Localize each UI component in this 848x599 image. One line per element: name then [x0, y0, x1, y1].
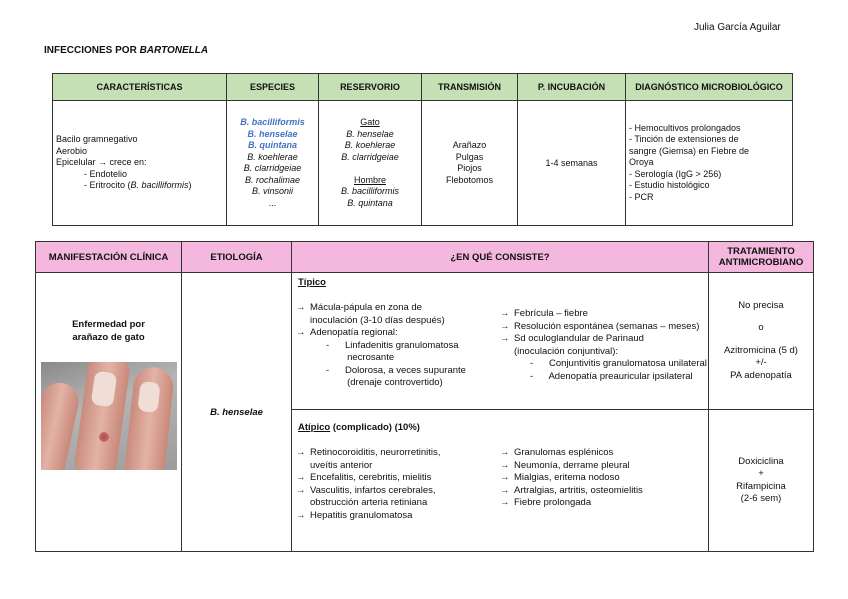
table1-data-row	[53, 101, 793, 226]
list-item: → Adenopatía regional:	[296, 327, 398, 338]
cell-atipico	[292, 410, 709, 552]
header-etiologia: ETIOLOGÍA	[182, 242, 292, 273]
list-item: → Retinocoroiditis, neurorretinitis,	[296, 447, 441, 458]
treatment-line: No precisa	[738, 299, 784, 311]
manifestation-text: Enfermedad por arañazo de gato	[72, 319, 145, 343]
treatment-line: Rifampicina	[736, 480, 786, 492]
sub-item: - Dolorosa, a veces supurante	[326, 364, 466, 376]
species-item: B. henselae	[247, 128, 298, 139]
list-item: → Febrícula – fiebre	[500, 308, 588, 319]
list-item: → Granulomas esplénicos	[500, 447, 614, 458]
sub-item: - Linfadenitis granulomatosa	[326, 339, 459, 351]
list-item: → Vasculitis, infartos cerebrales,	[296, 484, 436, 496]
diagnostic-item: Oroya	[629, 157, 654, 168]
treatment-line: +	[758, 468, 764, 479]
char-text: )	[188, 180, 192, 191]
char-line	[56, 180, 223, 192]
sub-item: - Adenopatía preauricular ipsilateral	[530, 370, 693, 382]
list-item: → Sd oculoglandular de Parinaud	[500, 333, 644, 344]
list-item: obstrucción arteria retiniana	[310, 497, 428, 508]
cell-tipico	[292, 273, 709, 410]
reservoir-item: B. clarridgeiae	[341, 151, 399, 162]
diagnostic-item: - Tinción de extensiones de	[629, 134, 739, 145]
cell-manifestacion	[36, 273, 182, 552]
char-species: B. bacilliformis	[130, 180, 189, 191]
list-item: uveítis anterior	[310, 459, 373, 471]
diagnostic-item: - Serología (IgG > 256)	[629, 168, 722, 179]
title-prefix: INFECCIONES POR	[44, 45, 140, 56]
diagnostic-item: sangre (Giemsa) en Fiebre de	[629, 145, 750, 156]
characteristics-table	[52, 73, 793, 226]
atipico-title-text: Atípico	[298, 422, 331, 433]
cell-incubacion: 1-4 semanas	[518, 101, 626, 226]
header-incubacion: P. INCUBACIÓN	[518, 74, 626, 101]
species-item: B. bacilliformis	[240, 117, 305, 127]
atipico-title-rest: (complicado) (10%)	[330, 422, 420, 433]
header-caracteristicas: CARACTERÍSTICAS	[53, 74, 227, 101]
tipico-left	[296, 302, 500, 390]
header-manifestacion: MANIFESTACIÓN CLÍNICA	[36, 242, 182, 273]
clinical-table	[35, 241, 814, 552]
treatment-line: Doxiciclina	[738, 455, 784, 467]
species-item: B. quintana	[248, 140, 297, 150]
species-item: B. vinsonii	[251, 186, 294, 196]
tipico-title-text: Típico	[298, 277, 326, 288]
table2-header-row	[36, 242, 814, 273]
transmission-item: Arañazo	[452, 140, 487, 150]
sub-item: - Conjuntivitis granulomatosa unilateral	[530, 358, 707, 369]
treatment-line: (2-6 sem)	[740, 493, 782, 504]
header-tratamiento: TRATAMIENTO ANTIMICROBIANO	[709, 242, 814, 273]
species-item: B. koehlerae	[247, 151, 298, 162]
reservoir-item: B. henselae	[346, 128, 394, 139]
reservoir-label-hombre: Hombre	[353, 174, 386, 185]
finger-lesion-image	[41, 362, 177, 470]
species-item: B. rochalimae	[244, 174, 301, 185]
reservoir-label-gato: Gato	[360, 117, 380, 127]
char-line: Bacilo gramnegativo	[56, 134, 138, 145]
header-reservorio: RESERVORIO	[319, 74, 422, 101]
cell-reservorio	[319, 101, 422, 226]
diagnostic-item: - PCR	[629, 191, 654, 202]
sub-item: (drenaje controvertido)	[326, 377, 443, 388]
header-diagnostico: DIAGNÓSTICO MICROBIOLÓGICO	[626, 74, 793, 101]
char-line: Epicelular → crece en:	[56, 157, 147, 168]
species-item: B. clarridgeiae	[243, 163, 302, 173]
species-item: ...	[268, 197, 277, 208]
treatment-line: PA adenopatía	[730, 369, 792, 381]
atipico-title	[298, 422, 704, 433]
row-tipico	[36, 273, 814, 410]
reservoir-item: B. bacilliformis	[340, 186, 399, 196]
reservoir-item: B. quintana	[347, 197, 393, 208]
treatment-line: +/-	[755, 357, 767, 369]
cell-diagnostico	[626, 101, 793, 226]
cell-transmision	[422, 101, 518, 226]
cell-tratamiento-atipico	[709, 410, 814, 552]
atipico-right	[500, 447, 704, 522]
diagnostic-item: - Estudio histológico	[629, 180, 710, 191]
list-item: → Encefalitis, cerebritis, mielitis	[296, 472, 432, 483]
document-title	[44, 45, 208, 56]
list-item: → Artralgias, artritis, osteomielitis	[500, 484, 643, 496]
reservoir-item: B. koehlerae	[344, 140, 396, 150]
title-emphasis: BARTONELLA	[139, 45, 209, 56]
treatment-line: Azitromicina (5 d)	[724, 344, 798, 356]
table1-header-row	[53, 74, 793, 101]
diagnostic-item: - Hemocultivos prolongados	[629, 122, 741, 133]
list-item: → Mácula-pápula en zona de	[296, 302, 422, 313]
list-item: → Fiebre prolongada	[500, 497, 592, 508]
header-especies: ESPECIES	[227, 74, 319, 101]
transmission-item: Pulgas	[455, 151, 484, 162]
treatment-line: o	[758, 322, 764, 334]
list-item: → Neumonía, derrame pleural	[500, 459, 630, 471]
transmission-item: Flebotomos	[445, 174, 494, 185]
cell-especies	[227, 101, 319, 226]
list-item: inoculación (3-10 días después)	[310, 314, 445, 326]
list-item: (inoculación conjuntival):	[514, 345, 619, 357]
char-line: Aerobio	[56, 145, 88, 156]
char-line: - Endotelio	[84, 168, 128, 179]
list-item: → Mialgias, eritema nodoso	[500, 472, 620, 483]
header-transmision: TRANSMISIÓN	[422, 74, 518, 101]
list-item: → Resolución espontánea (semanas – meses)	[500, 320, 700, 332]
atipico-left	[296, 447, 500, 522]
sub-item: necrosante	[326, 352, 395, 363]
author-name: Julia García Aguilar	[694, 22, 781, 33]
cell-tratamiento-tipico	[709, 273, 814, 410]
list-item: → Hepatitis granulomatosa	[296, 509, 413, 521]
char-text: - Eritrocito (	[84, 180, 131, 191]
header-consiste: ¿EN QUÉ CONSISTE?	[292, 242, 709, 273]
cell-caracteristicas	[53, 101, 227, 226]
transmission-item: Piojos	[457, 163, 482, 173]
tipico-title	[298, 277, 704, 288]
tipico-right	[500, 302, 707, 390]
cell-etiologia: B. henselae	[182, 273, 292, 552]
